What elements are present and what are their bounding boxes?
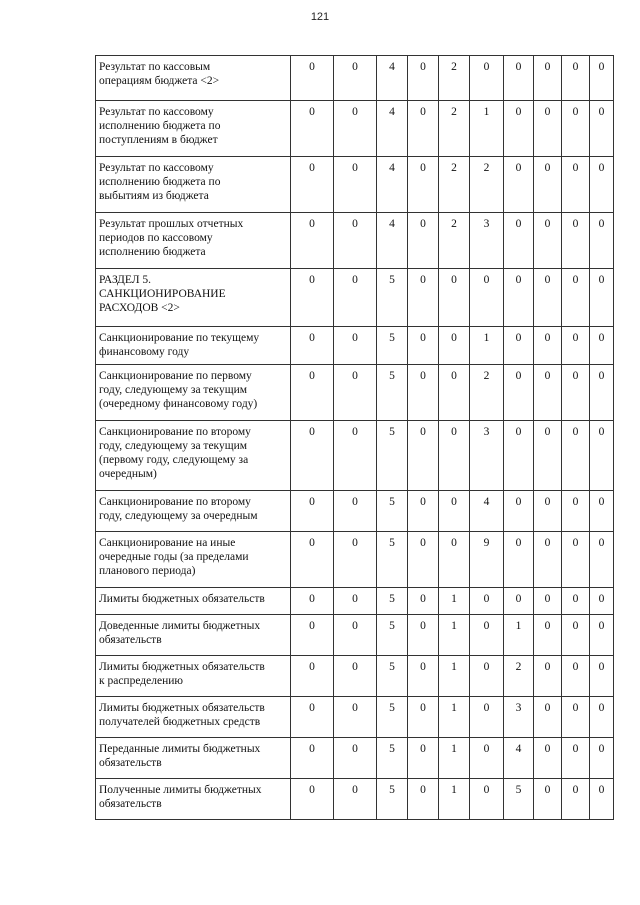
row-label-line: поступлениям в бюджет	[99, 134, 218, 146]
code-digit-cell: 0	[562, 101, 590, 157]
code-digit-cell: 0	[562, 738, 590, 779]
code-digit-cell: 0	[504, 56, 534, 101]
row-label	[96, 738, 291, 779]
code-digit-cell: 0	[291, 697, 334, 738]
code-digit-cell: 0	[534, 779, 562, 820]
row-label	[96, 491, 291, 532]
code-digit-cell: 0	[504, 421, 534, 491]
code-digit-cell: 4	[504, 738, 534, 779]
code-digit-cell: 0	[562, 532, 590, 588]
row-label-line: периодов по кассовому	[99, 232, 213, 244]
table-row	[96, 101, 614, 157]
code-digit-cell: 0	[590, 532, 614, 588]
code-digit-cell: 0	[562, 365, 590, 421]
row-label-line: Результат по кассовому	[99, 106, 214, 118]
row-label-line: Результат по кассовому	[99, 162, 214, 174]
row-label-line: РАСХОДОВ <2>	[99, 302, 180, 314]
table-row	[96, 213, 614, 269]
code-digit-cell: 0	[504, 588, 534, 615]
code-digit-cell: 0	[291, 365, 334, 421]
code-digit-cell: 0	[534, 327, 562, 365]
table-row	[96, 269, 614, 327]
code-digit-cell: 0	[470, 779, 504, 820]
code-digit-cell: 0	[334, 157, 377, 213]
code-digit-cell: 1	[439, 738, 470, 779]
code-digit-cell: 0	[291, 56, 334, 101]
code-digit-cell: 0	[590, 56, 614, 101]
code-digit-cell: 0	[291, 213, 334, 269]
code-digit-cell: 0	[408, 656, 439, 697]
code-digit-cell: 0	[408, 588, 439, 615]
table-row	[96, 365, 614, 421]
row-label-line: операциям бюджета <2>	[99, 75, 220, 87]
row-label-line: обязательств	[99, 634, 162, 646]
code-digit-cell: 0	[439, 532, 470, 588]
code-digit-cell: 0	[562, 421, 590, 491]
code-digit-cell: 0	[291, 327, 334, 365]
code-digit-cell: 0	[334, 365, 377, 421]
code-digit-cell: 0	[408, 213, 439, 269]
code-digit-cell: 2	[439, 213, 470, 269]
code-digit-cell: 0	[334, 588, 377, 615]
row-label-line: Лимиты бюджетных обязательств	[99, 593, 265, 605]
code-digit-cell: 0	[291, 532, 334, 588]
code-digit-cell: 0	[534, 365, 562, 421]
code-digit-cell: 0	[504, 269, 534, 327]
code-digit-cell: 1	[470, 101, 504, 157]
code-digit-cell: 0	[291, 656, 334, 697]
code-digit-cell: 5	[377, 588, 408, 615]
code-digit-cell: 0	[408, 327, 439, 365]
table-row	[96, 615, 614, 656]
code-digit-cell: 4	[377, 101, 408, 157]
code-digit-cell: 0	[590, 421, 614, 491]
code-digit-cell: 0	[439, 421, 470, 491]
code-digit-cell: 4	[377, 157, 408, 213]
code-digit-cell: 0	[590, 157, 614, 213]
code-digit-cell: 0	[470, 656, 504, 697]
code-digit-cell: 0	[334, 656, 377, 697]
code-digit-cell: 0	[590, 327, 614, 365]
code-digit-cell: 0	[439, 365, 470, 421]
table-row	[96, 56, 614, 101]
code-digit-cell: 0	[590, 213, 614, 269]
row-label-line: финансовому году	[99, 346, 190, 358]
code-digit-cell: 0	[334, 697, 377, 738]
code-digit-cell: 0	[504, 327, 534, 365]
row-label-line: очередным)	[99, 468, 157, 480]
code-digit-cell: 0	[408, 615, 439, 656]
code-digit-cell: 0	[334, 738, 377, 779]
code-digit-cell: 0	[334, 491, 377, 532]
row-label-line: Санкционирование на иные	[99, 537, 236, 549]
account-codes-table	[95, 55, 614, 820]
code-digit-cell: 0	[534, 269, 562, 327]
code-digit-cell: 0	[562, 327, 590, 365]
row-label-line: Лимиты бюджетных обязательств	[99, 661, 265, 673]
code-digit-cell: 5	[377, 656, 408, 697]
row-label-line: планового периода)	[99, 565, 196, 577]
row-label-line: (очередному финансовому году)	[99, 398, 258, 410]
code-digit-cell: 5	[377, 738, 408, 779]
code-digit-cell: 0	[590, 588, 614, 615]
code-digit-cell: 0	[562, 656, 590, 697]
row-label	[96, 101, 291, 157]
code-digit-cell: 3	[470, 213, 504, 269]
code-digit-cell: 0	[470, 697, 504, 738]
code-digit-cell: 0	[334, 615, 377, 656]
code-digit-cell: 0	[334, 101, 377, 157]
code-digit-cell: 0	[291, 491, 334, 532]
code-digit-cell: 3	[470, 421, 504, 491]
code-digit-cell: 0	[291, 615, 334, 656]
code-digit-cell: 2	[470, 365, 504, 421]
row-label-line: Санкционирование по первому	[99, 370, 252, 382]
row-label-line: САНКЦИОНИРОВАНИЕ	[99, 288, 226, 300]
row-label-line: году, следующему за очередным	[99, 510, 258, 522]
code-digit-cell: 5	[377, 327, 408, 365]
code-digit-cell: 1	[439, 656, 470, 697]
table-row	[96, 157, 614, 213]
code-digit-cell: 0	[408, 101, 439, 157]
code-digit-cell: 0	[590, 491, 614, 532]
table-row	[96, 421, 614, 491]
code-digit-cell: 0	[590, 615, 614, 656]
code-digit-cell: 0	[534, 421, 562, 491]
code-digit-cell: 2	[439, 101, 470, 157]
row-label-line: РАЗДЕЛ 5.	[99, 274, 152, 286]
code-digit-cell: 0	[439, 269, 470, 327]
code-digit-cell: 2	[439, 56, 470, 101]
code-digit-cell: 0	[590, 779, 614, 820]
code-digit-cell: 5	[377, 697, 408, 738]
row-label-line: Санкционирование по текущему	[99, 332, 260, 344]
code-digit-cell: 4	[377, 213, 408, 269]
code-digit-cell: 0	[334, 269, 377, 327]
code-digit-cell: 0	[470, 738, 504, 779]
row-label	[96, 532, 291, 588]
code-digit-cell: 5	[504, 779, 534, 820]
code-digit-cell: 0	[334, 421, 377, 491]
row-label-line: исполнению бюджета по	[99, 120, 221, 132]
row-label-line: исполнению бюджета по	[99, 176, 221, 188]
code-digit-cell: 0	[470, 588, 504, 615]
code-digit-cell: 1	[439, 588, 470, 615]
code-digit-cell: 0	[291, 157, 334, 213]
row-label-line: (первому году, следующему за	[99, 454, 249, 466]
row-label-line: к распределению	[99, 675, 183, 687]
code-digit-cell: 0	[334, 779, 377, 820]
code-digit-cell: 0	[408, 738, 439, 779]
code-digit-cell: 0	[590, 269, 614, 327]
code-digit-cell: 0	[534, 697, 562, 738]
code-digit-cell: 0	[334, 532, 377, 588]
table-row	[96, 327, 614, 365]
page-number: 121	[310, 11, 330, 23]
code-digit-cell: 0	[408, 269, 439, 327]
code-digit-cell: 0	[439, 491, 470, 532]
code-digit-cell: 2	[439, 157, 470, 213]
code-digit-cell: 0	[534, 615, 562, 656]
code-digit-cell: 0	[291, 738, 334, 779]
code-digit-cell: 0	[504, 157, 534, 213]
code-digit-cell: 0	[590, 365, 614, 421]
row-label	[96, 157, 291, 213]
code-digit-cell: 0	[534, 56, 562, 101]
code-digit-cell: 1	[439, 779, 470, 820]
code-digit-cell: 1	[470, 327, 504, 365]
row-label-line: получателей бюджетных средств	[99, 716, 261, 728]
row-label-line: году, следующему за текущим	[99, 440, 248, 452]
row-label	[96, 421, 291, 491]
code-digit-cell: 0	[291, 421, 334, 491]
code-digit-cell: 0	[562, 491, 590, 532]
row-label	[96, 697, 291, 738]
code-digit-cell: 4	[470, 491, 504, 532]
code-digit-cell: 1	[439, 615, 470, 656]
row-label	[96, 327, 291, 365]
code-digit-cell: 0	[408, 56, 439, 101]
code-digit-cell: 0	[504, 491, 534, 532]
row-label	[96, 213, 291, 269]
code-digit-cell: 1	[504, 615, 534, 656]
code-digit-cell: 0	[562, 157, 590, 213]
code-digit-cell: 0	[504, 532, 534, 588]
code-digit-cell: 5	[377, 615, 408, 656]
row-label	[96, 588, 291, 615]
code-digit-cell: 0	[562, 269, 590, 327]
code-digit-cell: 0	[408, 779, 439, 820]
row-label-line: году, следующему за текущим	[99, 384, 248, 396]
code-digit-cell: 5	[377, 779, 408, 820]
code-digit-cell: 0	[291, 101, 334, 157]
row-label-line: очередные годы (за пределами	[99, 551, 249, 563]
row-label-line: Санкционирование по второму	[99, 496, 251, 508]
row-label-line: Переданные лимиты бюджетных	[99, 743, 261, 755]
row-label-line: Лимиты бюджетных обязательств	[99, 702, 265, 714]
code-digit-cell: 0	[291, 588, 334, 615]
code-digit-cell: 0	[562, 697, 590, 738]
code-digit-cell: 0	[562, 779, 590, 820]
code-digit-cell: 0	[470, 615, 504, 656]
code-digit-cell: 0	[562, 615, 590, 656]
table-row	[96, 779, 614, 820]
code-digit-cell: 5	[377, 491, 408, 532]
code-digit-cell: 0	[334, 213, 377, 269]
row-label	[96, 269, 291, 327]
code-digit-cell: 0	[504, 101, 534, 157]
code-digit-cell: 2	[504, 656, 534, 697]
code-digit-cell: 3	[504, 697, 534, 738]
code-digit-cell: 0	[590, 738, 614, 779]
code-digit-cell: 0	[534, 157, 562, 213]
code-digit-cell: 4	[377, 56, 408, 101]
code-digit-cell: 0	[408, 421, 439, 491]
code-digit-cell: 0	[504, 365, 534, 421]
table-row	[96, 588, 614, 615]
row-label-line: обязательств	[99, 757, 162, 769]
code-digit-cell: 0	[534, 738, 562, 779]
code-digit-cell: 0	[408, 697, 439, 738]
code-digit-cell: 0	[590, 697, 614, 738]
code-digit-cell: 0	[504, 213, 534, 269]
code-digit-cell: 0	[470, 56, 504, 101]
row-label-line: обязательств	[99, 798, 162, 810]
code-digit-cell: 0	[439, 327, 470, 365]
code-digit-cell: 0	[334, 327, 377, 365]
code-digit-cell: 0	[291, 779, 334, 820]
code-digit-cell: 0	[534, 532, 562, 588]
code-digit-cell: 0	[534, 588, 562, 615]
code-digit-cell: 0	[590, 101, 614, 157]
code-digit-cell: 5	[377, 532, 408, 588]
code-digit-cell: 0	[562, 588, 590, 615]
table-row	[96, 491, 614, 532]
code-digit-cell: 0	[534, 101, 562, 157]
row-label-line: Полученные лимиты бюджетных	[99, 784, 262, 796]
row-label-line: Доведенные лимиты бюджетных	[99, 620, 261, 632]
row-label-line: выбытиям из бюджета	[99, 190, 209, 202]
code-digit-cell: 0	[562, 213, 590, 269]
row-label-line: исполнению бюджета	[99, 246, 206, 258]
code-digit-cell: 2	[470, 157, 504, 213]
code-digit-cell: 0	[291, 269, 334, 327]
code-digit-cell: 0	[562, 56, 590, 101]
row-label	[96, 365, 291, 421]
code-digit-cell: 0	[408, 491, 439, 532]
code-digit-cell: 5	[377, 421, 408, 491]
code-digit-cell: 0	[408, 157, 439, 213]
row-label-line: Санкционирование по второму	[99, 426, 251, 438]
table-row	[96, 697, 614, 738]
code-digit-cell: 5	[377, 365, 408, 421]
code-digit-cell: 0	[408, 365, 439, 421]
code-digit-cell: 5	[377, 269, 408, 327]
code-digit-cell: 0	[590, 656, 614, 697]
code-digit-cell: 0	[534, 656, 562, 697]
row-label	[96, 56, 291, 101]
code-digit-cell: 0	[534, 491, 562, 532]
code-digit-cell: 9	[470, 532, 504, 588]
row-label	[96, 779, 291, 820]
table-row	[96, 532, 614, 588]
row-label-line: Результат прошлых отчетных	[99, 218, 244, 230]
row-label	[96, 656, 291, 697]
row-label	[96, 615, 291, 656]
code-digit-cell: 0	[534, 213, 562, 269]
code-digit-cell: 1	[439, 697, 470, 738]
row-label-line: Результат по кассовым	[99, 61, 211, 73]
table-row	[96, 738, 614, 779]
code-digit-cell: 0	[470, 269, 504, 327]
code-digit-cell: 0	[408, 532, 439, 588]
table-row	[96, 656, 614, 697]
code-digit-cell: 0	[334, 56, 377, 101]
